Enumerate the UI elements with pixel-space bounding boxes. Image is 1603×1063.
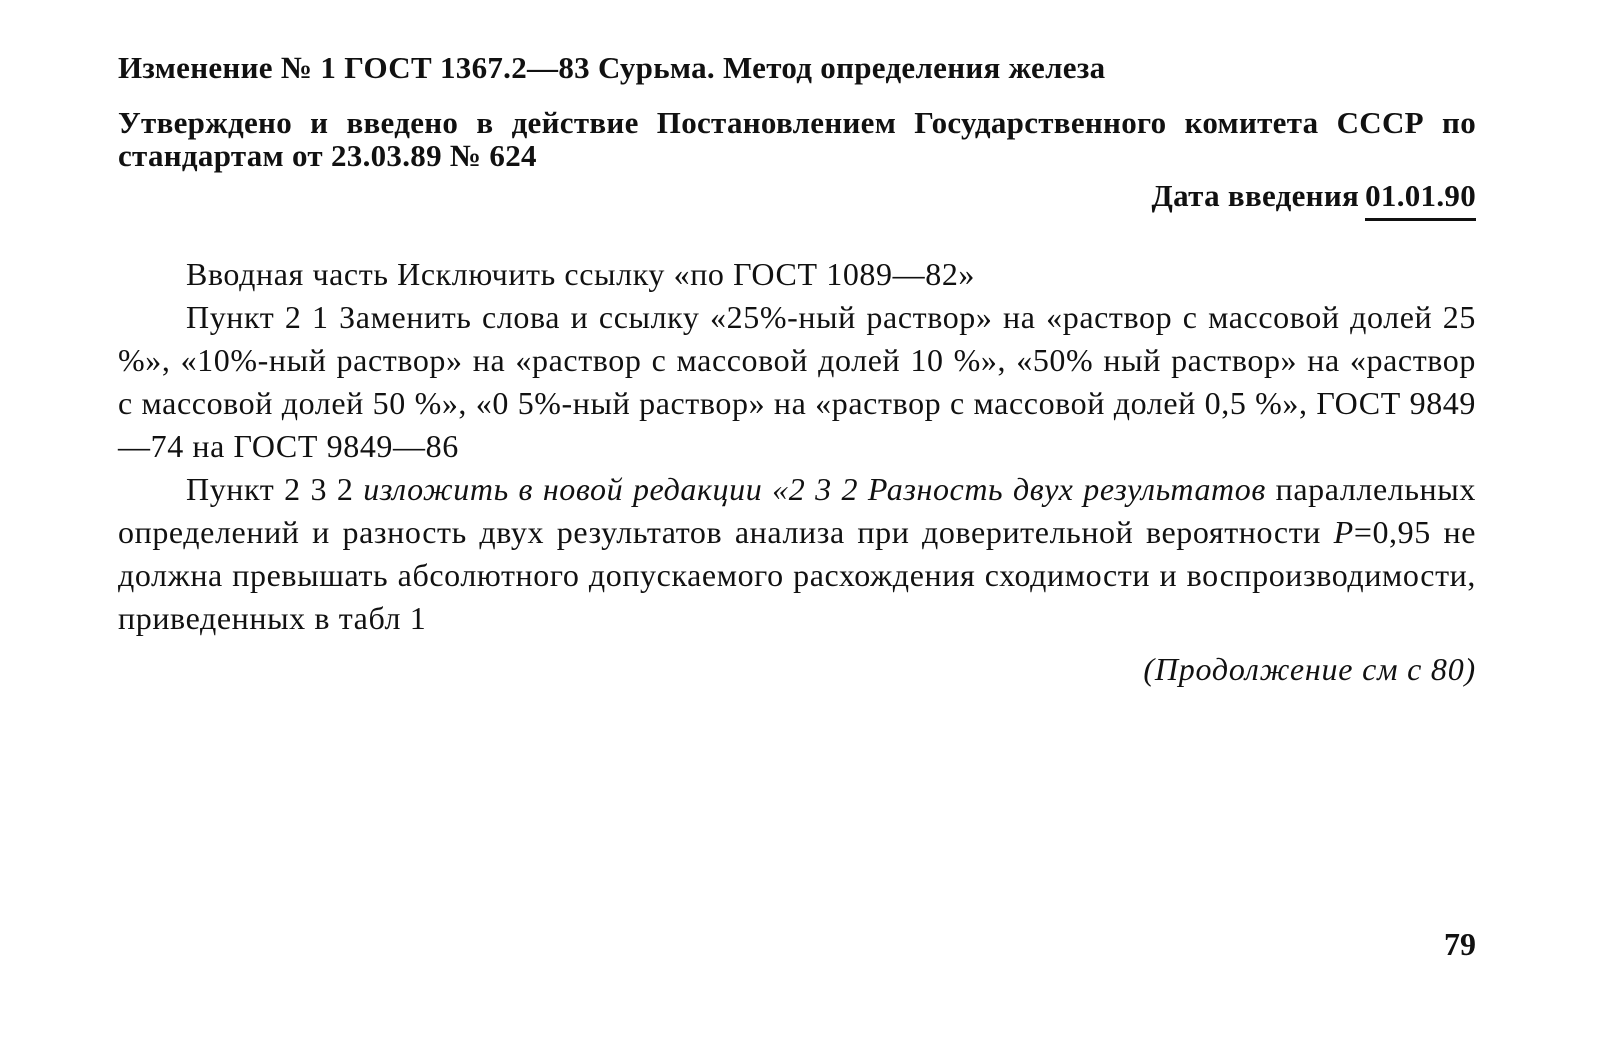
effective-date-line (118, 176, 1476, 221)
item-2-3-2-rest: параллельных определений и разность двух результатов анализа при доверительной вероятности (118, 471, 1476, 550)
item-2-3-2-lead: Пункт 2 3 2 (186, 471, 354, 507)
approval-statement: Утверждено и введено в действие Постановлением Государственного комитета СССР по стандартам от 23.03.89 № 624 (118, 105, 1476, 173)
continuation-note: (Продолжение см с 80) (1143, 651, 1476, 687)
page-number: 79 (1444, 926, 1476, 962)
effective-date-label: Дата введения (1151, 178, 1360, 213)
item-2-3-2-end: =0,95 не должна превышать абсолютного допускаемого расхождения сходимости и воспроизводимости, приведенных в табл 1 (118, 514, 1476, 636)
paragraph-item-2-1: Пункт 2 1 Заменить слова и ссылку «25%-ный раствор» на «раствор с массовой долей 25 %», «10%-ный раствор» на «раствор с массовой долей 10 %», «50% ный раствор» на «раствор с массовой долей 50 %», «0 5%-ный раствор» на «раствор с массовой долей 0,5 %», ГОСТ 9849—74 на ГОСТ 9849—86 (118, 299, 1476, 464)
paragraph-item-2-3-2 (118, 468, 1476, 640)
document-body (118, 253, 1476, 640)
document-title: Изменение № 1 ГОСТ 1367.2—83 Сурьма. Метод определения железа (118, 50, 1106, 85)
item-2-3-2-italic: изложить в новой редакции «2 3 2 Разность двух результатов (363, 471, 1266, 507)
document-page (118, 48, 1476, 691)
paragraph-intro: Вводная часть Исключить ссылку «по ГОСТ 1089—82» (186, 256, 976, 292)
effective-date-value: 01.01.90 (1365, 176, 1476, 221)
probability-symbol: P (1333, 514, 1354, 550)
